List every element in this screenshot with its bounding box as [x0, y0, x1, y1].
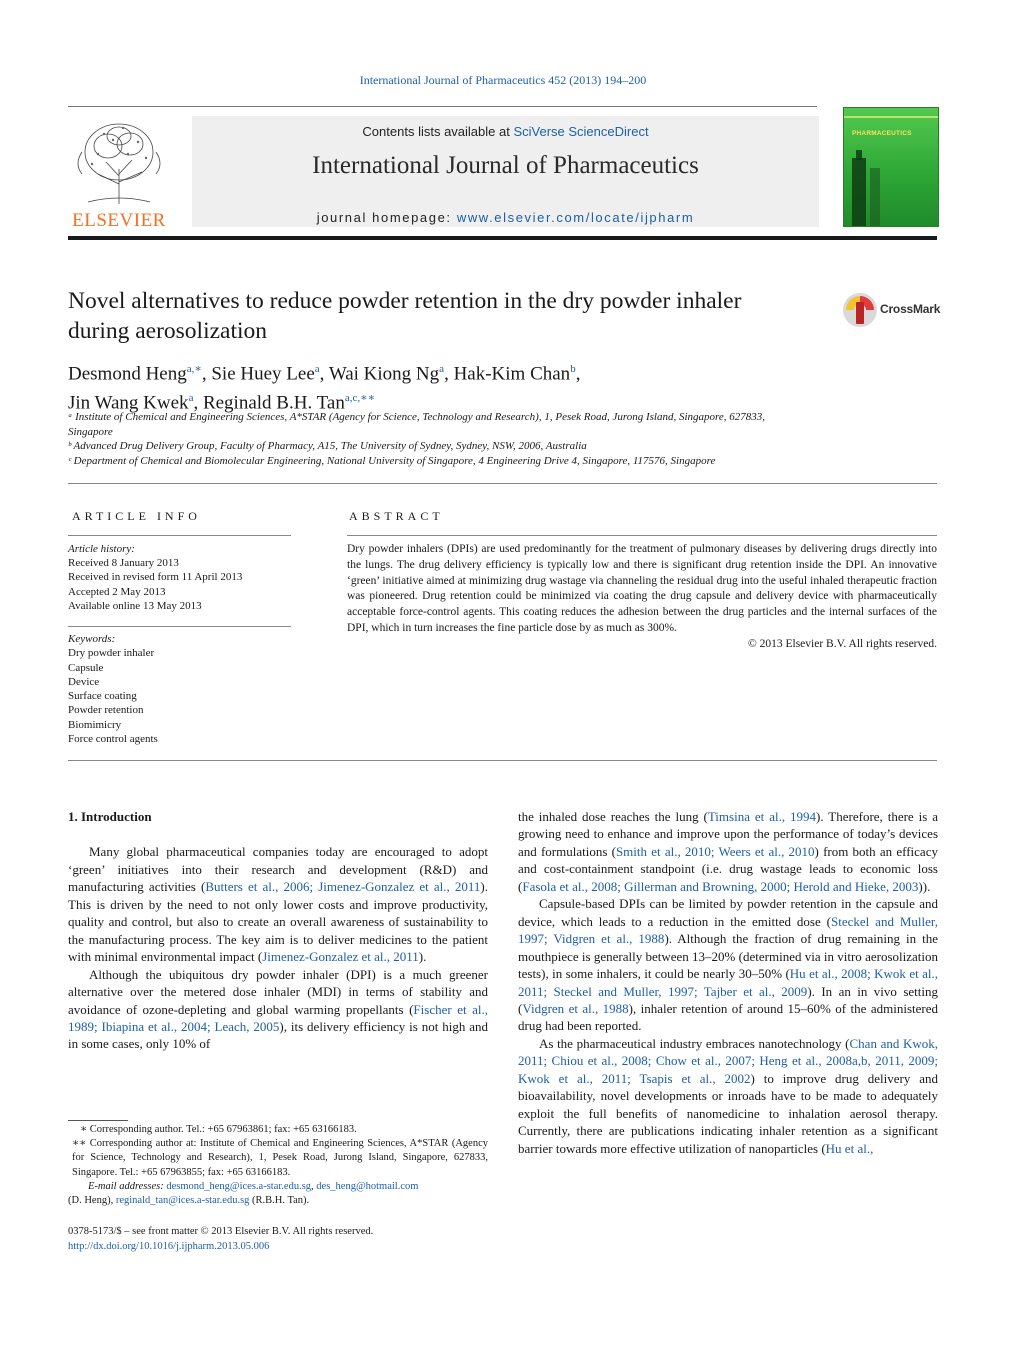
- doi-link[interactable]: http://dx.doi.org/10.1016/j.ijpharm.2013.05.006: [68, 1240, 270, 1252]
- keywords: [68, 632, 291, 746]
- keyword-item: Device: [68, 675, 100, 688]
- email-label: E-mail addresses:: [88, 1180, 167, 1192]
- abstract-heading: ABSTRACT: [349, 509, 444, 523]
- author-name[interactable]: Reginald B.H. Tan: [202, 392, 345, 414]
- tree-emblem-icon: [68, 114, 170, 210]
- text-span: (R.B.H. Tan).: [249, 1195, 310, 1207]
- affiliation-item: ᵃ Institute of Chemical and Engineering Sciences, A*STAR (Agency for Science, Technology and Research), 1, Pesek Road, Jurong Island, Singapore, 627833, Singapore: [68, 411, 766, 438]
- homepage-link[interactable]: www.elsevier.com/locate/ijpharm: [456, 210, 695, 225]
- text-span: ) from both an efficacy and cost-containment standpoint (i.e. drug wastage leads to economic loss (: [518, 843, 938, 894]
- author-affiliation-marker[interactable]: a,∗: [186, 363, 202, 375]
- citation-link[interactable]: Vidgren et al., 1988: [522, 1000, 629, 1016]
- article-info-heading: ARTICLE INFO: [72, 509, 201, 523]
- text-span: Many global pharmaceutical companies today are encouraged to adopt ‘green’ initiatives into their research and development (R&D) and manufacturing activities (: [68, 844, 488, 895]
- crossmark-icon: [842, 292, 878, 328]
- author-name[interactable]: Sie Huey Lee: [211, 363, 315, 385]
- author-separator: ,: [319, 363, 329, 385]
- text-span: )).: [918, 878, 931, 894]
- keywords-rule: [68, 626, 291, 627]
- issn-line: 0378-5173/$ – see front matter © 2013 Elsevier B.V. All rights reserved.: [68, 1226, 374, 1237]
- publisher-logo: [68, 114, 170, 230]
- body-column-left: [68, 808, 488, 1053]
- contents-prefix: Contents lists available at: [362, 124, 514, 139]
- cover-bottles-icon: [844, 108, 938, 226]
- keyword-item: Capsule: [68, 661, 104, 674]
- homepage-prefix: journal homepage:: [316, 210, 457, 225]
- footnote: ∗ Corresponding author. Tel.: +65 67963861; fax: +65 63166183.: [80, 1124, 357, 1135]
- citation-link[interactable]: Hu et al.,: [825, 1140, 874, 1156]
- body-paragraph: [518, 895, 938, 1035]
- section-rule: [68, 760, 937, 761]
- footnote: ∗∗ Corresponding author at: Institute of Chemical and Engineering Sciences, A*STAR (Agency for Science, Technology and Research), 1, Pesek Road, Jurong Island, Singapore, 627833, Singapore. Tel.: +65 67963855; fax: +65 63166183.: [72, 1138, 488, 1178]
- keyword-item: Biomimicry: [68, 718, 122, 731]
- sciencedirect-link[interactable]: SciVerse ScienceDirect: [513, 124, 649, 139]
- text-span: ), its delivery efficiency is not high and in some cases, only 10% of: [68, 1018, 488, 1052]
- email-link[interactable]: desmond_heng@ices.a-star.edu.sg: [166, 1180, 312, 1192]
- journal-cover-image[interactable]: [843, 107, 939, 227]
- citation-link[interactable]: Fasola et al., 2008; Gillerman and Browning, 2000; Herold and Hieke, 2003: [522, 878, 919, 894]
- text-span: ,: [311, 1180, 317, 1192]
- author-affiliation-marker[interactable]: b: [570, 363, 576, 375]
- citation-link[interactable]: Hu et al., 2008; Kwok et al., 2011; Steckel and Muller, 1997; Tajber et al., 2009: [518, 966, 938, 999]
- citation-link[interactable]: Smith et al., 2010; Weers et al., 2010: [615, 843, 815, 859]
- author-separator: ,: [193, 392, 203, 414]
- author-affiliation-marker[interactable]: a: [439, 363, 445, 375]
- footnotes: [68, 1123, 488, 1208]
- author-name[interactable]: Wai Kiong Ng: [328, 363, 440, 385]
- legal-info: [68, 1225, 488, 1254]
- body-paragraph: [518, 808, 938, 895]
- affiliation-item: ᵇ Advanced Drug Delivery Group, Faculty of Pharmacy, A15, The University of Sydney, Sydney, NSW, 2006, Australia: [68, 440, 587, 452]
- text-span: Although the ubiquitous dry powder inhaler (DPI) is a much greener alternative over the metered dose inhaler (MDI) in terms of stability and avoidance of ozone-depleting and global warming propellants (: [68, 966, 488, 1017]
- text-span: ). In an in vivo setting (: [518, 983, 938, 1016]
- author-separator: ,: [201, 363, 212, 385]
- history-label: Article history:: [68, 543, 135, 555]
- article-history: [68, 542, 291, 613]
- citation-link[interactable]: Steckel and Muller, 1997; Vidgren et al., 1988: [518, 913, 938, 947]
- journal-header-band: [192, 116, 819, 227]
- affiliations: [68, 410, 788, 468]
- section-rule: [68, 483, 937, 484]
- keyword-item: Force control agents: [68, 733, 158, 746]
- author-name[interactable]: Hak-Kim Chan: [453, 363, 571, 385]
- body-paragraph: [68, 843, 488, 965]
- cover-title: PHARMACEUTICS: [852, 130, 912, 137]
- text-span: ). This is driven by the need to not only lower costs and improve productivity, quality and control, but also to create an overall awareness of sustainability to the manufacturing process. The key aim is to deliver medicines to the patient with minimal environmental impact (: [68, 879, 488, 965]
- keyword-item: Dry powder inhaler: [68, 647, 155, 660]
- author-separator: ,: [575, 363, 581, 385]
- history-item: Received 8 January 2013: [68, 557, 179, 570]
- citation-link[interactable]: Butters et al., 2006; Jimenez-Gonzalez et al., 2011: [205, 879, 481, 895]
- text-span: ) to improve drug delivery and bioavailability, novel developments or inroads have to be made to adequately exploit the full benefits of nanomedicine to inhalation aerosol therapy. Currently, there are publications indicating inhaler retention as a significant barrier towards more effective utilization of nanoparticles (: [518, 1070, 938, 1156]
- journal-reference-link[interactable]: International Journal of Pharmaceutics 452 (2013) 194–200: [359, 73, 647, 87]
- abstract-body: [347, 542, 937, 653]
- history-item: Available online 13 May 2013: [68, 599, 202, 612]
- header-thick-rule: [68, 236, 937, 240]
- text-span: the inhaled dose reaches the lung (: [518, 809, 708, 824]
- body-paragraph: [68, 966, 488, 1053]
- keyword-item: Powder retention: [68, 704, 144, 717]
- history-item: Accepted 2 May 2013: [68, 585, 166, 598]
- text-span: ), inhaler retention of around 15–60% of the administered drug had been reported.: [518, 1000, 938, 1034]
- citation-link[interactable]: Timsina et al., 1994: [707, 809, 817, 824]
- homepage-line: [192, 210, 819, 225]
- email-link[interactable]: des_heng@hotmail.com: [316, 1180, 419, 1192]
- author-affiliation-marker[interactable]: a: [188, 392, 194, 405]
- keywords-label: Keywords:: [68, 633, 116, 645]
- footnote-emails: [68, 1180, 488, 1194]
- citation-link[interactable]: Jimenez-Gonzalez et al., 2011: [262, 949, 419, 965]
- citation-link[interactable]: Fischer et al., 1989; Ibiapina et al., 2004; Leach, 2005: [68, 1001, 488, 1034]
- author-list: [68, 357, 768, 416]
- body-paragraph: [518, 1035, 938, 1157]
- email-link[interactable]: reginald_tan@ices.a-star.edu.sg: [115, 1195, 250, 1207]
- journal-title: International Journal of Pharmaceutics: [312, 152, 699, 179]
- text-span: ). Therefore, there is a growing need to enhance and improve upon the performance of today’s devices and formulations (: [518, 809, 938, 859]
- footnote-emails-cont: [68, 1194, 488, 1208]
- abstract-text: Dry powder inhalers (DPIs) are used predominantly for the treatment of pulmonary diseases by delivering drugs directly into the lungs. The drug delivery efficiency is typically low and there is significant drug retention inside the DPI. An innovative ‘green’ initiative aimed at minimizing drug wastage via channeling the residual drug into the useful inhaled therapeutic fraction was pioneered. Drug retention could be minimized via coating the drug capsule and delivery device with pharmaceutically acceptable force-control agents. This coating reduces the adhesion between the drug particles and the internal surfaces of the DPI, which in turn increases the fine particle dose by as much as 300%.: [347, 543, 937, 634]
- author-name[interactable]: Jin Wang Kwek: [68, 392, 189, 414]
- section-heading: 1. Introduction: [68, 809, 152, 824]
- history-item: Received in revised form 11 April 2013: [68, 571, 243, 584]
- text-span: Capsule-based DPIs can be limited by powder retention in the capsule and device, which leads to a reduction in the emitted dose (: [518, 896, 938, 929]
- footnote-rule: [68, 1120, 128, 1121]
- text-span: ).: [418, 949, 427, 965]
- crossmark-label: CrossMark: [880, 302, 941, 316]
- citation-link[interactable]: Chan and Kwok, 2011; Chiou et al., 2008; Chow et al., 2007; Heng et al., 2008a,b, 2011, 2009; Kwok et al., 2011; Tsapis et al., 2002: [518, 1035, 938, 1086]
- header-top-rule: [68, 106, 817, 107]
- author-name[interactable]: Desmond Heng: [68, 363, 187, 385]
- contents-line: [192, 124, 819, 139]
- author-affiliation-marker[interactable]: a,c,∗∗: [344, 392, 376, 405]
- author-affiliation-marker[interactable]: a: [314, 363, 320, 375]
- text-span: (D. Heng),: [68, 1195, 116, 1207]
- crossmark-badge[interactable]: [842, 292, 942, 328]
- text-span: As the pharmaceutical industry embraces nanotechnology (: [539, 1035, 850, 1051]
- publisher-name: ELSEVIER: [72, 210, 166, 231]
- abstract-rule: [347, 535, 937, 536]
- body-column-right: [518, 808, 938, 1157]
- keyword-item: Surface coating: [68, 690, 137, 703]
- affiliation-item: ᶜ Department of Chemical and Biomolecular Engineering, National University of Singapore, 4 Engineering Drive 4, Singapore, 117576, Singapore: [68, 454, 716, 467]
- author-separator: ,: [444, 363, 454, 385]
- article-info-rule: [68, 535, 291, 536]
- abstract-copyright: © 2013 Elsevier B.V. All rights reserved.: [748, 637, 937, 650]
- text-span: ). Although the fraction of drug remaining in the mouthpiece is generally between 13–20% (determined via in vitro aerosolization tests), in some inhalers, it could be nearly 30–50% (: [518, 931, 938, 982]
- article-title: Novel alternatives to reduce powder retention in the dry powder inhaler during aerosolization: [68, 288, 742, 344]
